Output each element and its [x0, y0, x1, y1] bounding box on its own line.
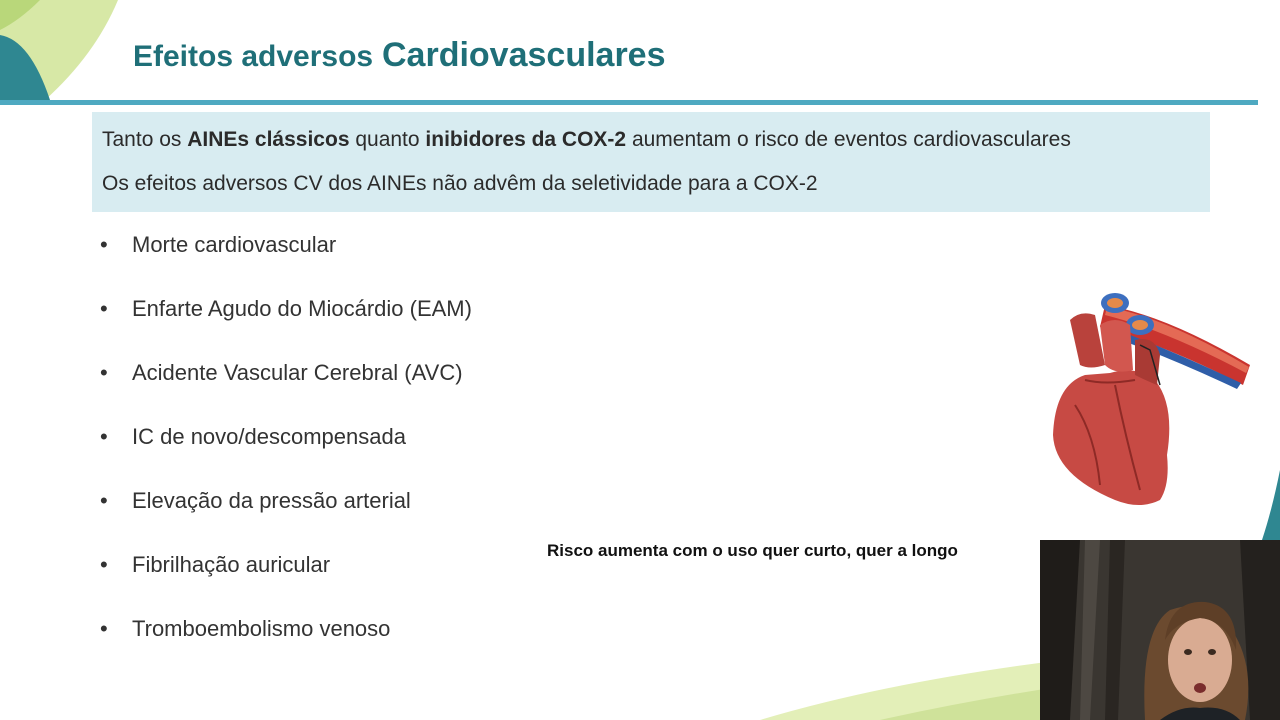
callout-line-1 [102, 128, 1210, 152]
bullet-dot: • [100, 232, 108, 257]
corner-decoration [0, 0, 130, 110]
presenter-webcam [1040, 540, 1280, 720]
title-part-1: Efeitos adversos [133, 40, 374, 73]
bullet-text: Fibrilhação auricular [132, 552, 331, 577]
callout-line-1-post: aumentam o risco de eventos cardiovasculares [626, 128, 1071, 151]
callout-line-1-pre: Tanto os [102, 128, 188, 151]
callout-line-1-bold-1: AINEs clássicos [187, 128, 350, 151]
bullet-text: Enfarte Agudo do Miocárdio (EAM) [132, 296, 472, 321]
bullet-text: Tromboembolismo venoso [132, 616, 391, 641]
slide-title [133, 36, 666, 75]
callout-line-2: Os efeitos adversos CV dos AINEs não advêm da seletividade para a COX-2 [102, 172, 818, 195]
title-underline [0, 100, 1258, 105]
callout-line-1-bold-2: inibidores da COX-2 [425, 128, 627, 151]
edge-decoration [1262, 470, 1280, 540]
bullet-text: Acidente Vascular Cerebral (AVC) [132, 360, 463, 385]
bullet-text: Elevação da pressão arterial [132, 488, 411, 513]
bullet-dot: • [100, 360, 108, 385]
bullet-text: IC de novo/descompensada [132, 424, 406, 449]
title-part-2: Cardiovasculares [382, 36, 666, 74]
bullet-dot: • [100, 296, 108, 321]
callout-line-1-mid: quanto [349, 128, 426, 151]
heart-illustration [1045, 285, 1257, 510]
callout-box [92, 112, 1210, 212]
bullet-text: Morte cardiovascular [132, 232, 337, 257]
bullet-dot: • [100, 424, 108, 449]
bullet-dot: • [100, 488, 108, 513]
bullet-dot: • [100, 616, 108, 641]
presenter-image [1040, 540, 1280, 720]
bullet-dot: • [100, 552, 108, 577]
risk-note: Risco aumenta com o uso quer curto, quer a longo [547, 541, 958, 560]
